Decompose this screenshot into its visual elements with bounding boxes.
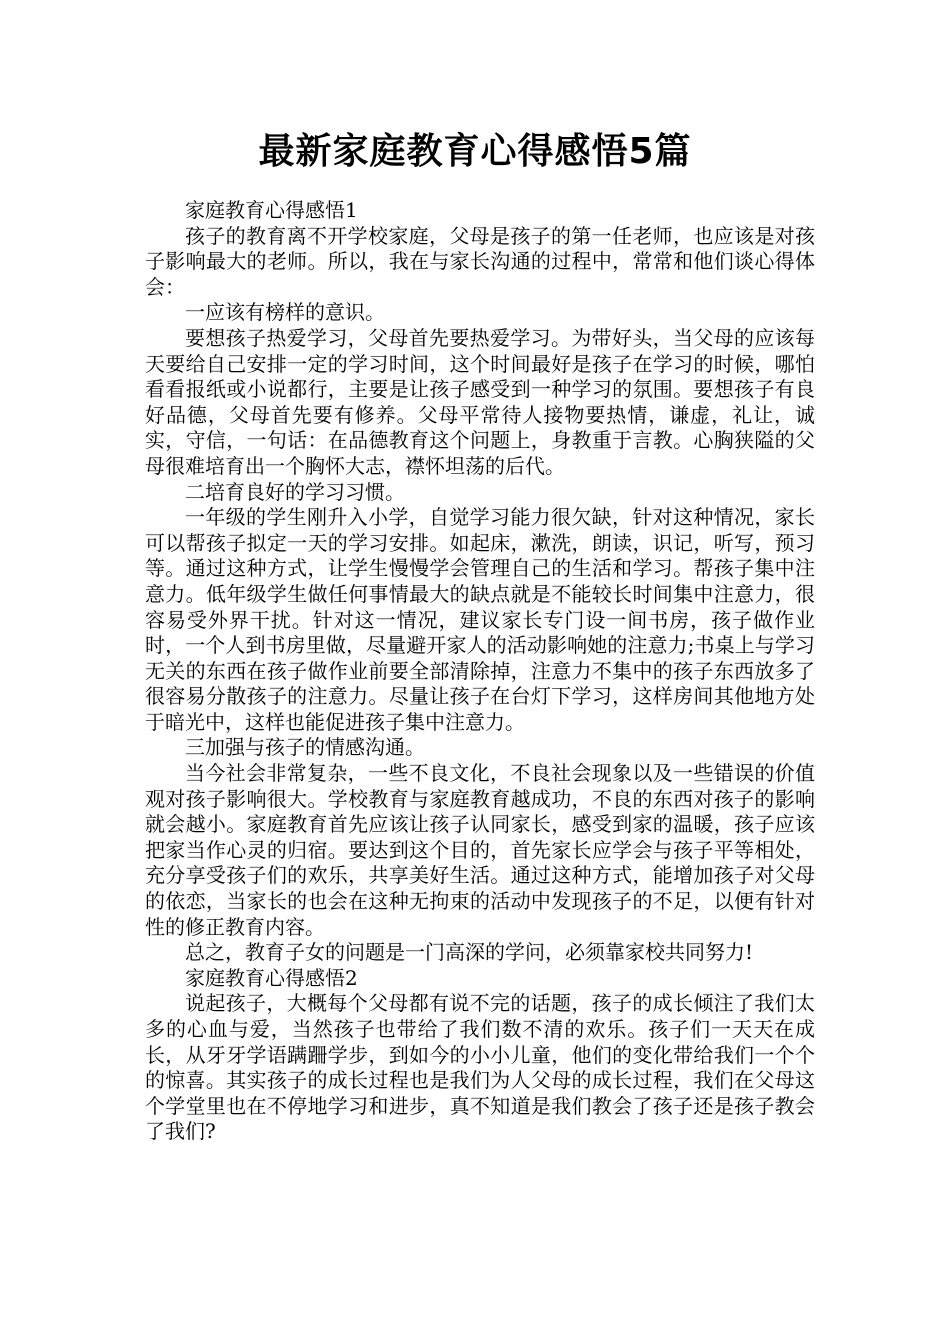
paragraph: 当今社会非常复杂，一些不良文化，不良社会现象以及一些错误的价值观对孩子影响很大。学校教育与家庭教育越成功，不良的东西对孩子的影响就会越小。家庭教育首先应该让孩子认同家长，感受到家的温暖，孩子应该把家当作心灵的归宿。要达到这个目的，首先家长应学会与孩子平等相处，充分享受孩子们的欢乐，共享美好生活。通过这种方式，能增加孩子对父母的依恋，当家长的也会在这种无拘束的活动中发现孩子的不足，以便有针对性的修正教育内容。	[145, 761, 815, 939]
paragraph: 说起孩子，大概每个父母都有说不完的话题，孩子的成长倾注了我们太多的心血与爱，当然孩子也带给了我们数不清的欢乐。孩子们一天天在成长，从牙牙学语蹒跚学步，到如今的小小儿童，他们的变化带给我们一个个的惊喜。其实孩子的成长过程也是我们为人父母的成长过程，我们在父母这个学堂里也在不停地学习和进步，真不知道是我们教会了孩子还是孩子教会了我们?	[145, 991, 815, 1144]
conclusion-paragraph: 总之，教育子女的问题是一门高深的学问，必须靠家校共同努力!	[185, 940, 754, 965]
paragraph: 要想孩子热爱学习，父母首先要热爱学习。为带好头，当父母的应该每天要给自己安排一定的学习时间，这个时间最好是孩子在学习的时候，哪怕看看报纸或小说都行，主要是让孩子感受到一种学习的氛围。要想孩子有良好品德，父母首先要有修养。父母平常待人接物要热情，谦虚，礼让，诚实，守信，一句话：在品德教育这个问题上，身教重于言教。心胸狭隘的父母很难培育出一个胸怀大志，襟怀坦荡的后代。	[145, 325, 815, 478]
document-body	[145, 198, 815, 1145]
point-heading-1: 一应该有榜样的意识。	[185, 300, 385, 325]
point-heading-3: 三加强与孩子的情感沟通。	[185, 735, 425, 760]
page-title: 最新家庭教育心得感悟5篇	[258, 131, 692, 172]
paragraph: 孩子的教育离不开学校家庭，父母是孩子的第一任老师，也应该是对孩子影响最大的老师。所以，我在与家长沟通的过程中，常常和他们谈心得体会：	[145, 223, 815, 299]
section-heading-2: 家庭教育心得感悟2	[185, 965, 358, 990]
section-heading-1: 家庭教育心得感悟1	[185, 198, 358, 222]
point-heading-2: 二培育良好的学习习惯。	[185, 479, 405, 504]
paragraph: 一年级的学生刚升入小学，自觉学习能力很欠缺，针对这种情况，家长可以帮孩子拟定一天的学习安排。如起床，漱洗，朗读，识记，听写，预习等。通过这种方式，让学生慢慢学会管理自己的生活和学习。帮孩子集中注意力。低年级学生做任何事情最大的缺点就是不能较长时间集中注意力，很容易受外界干扰。针对这一情况，建议家长专门设一间书房，孩子做作业时，一个人到书房里做，尽量避开家人的活动影响她的注意力;书桌上与学习无关的东西在孩子做作业前要全部清除掉，注意力不集中的孩子东西放多了很容易分散孩子的注意力。尽量让孩子在台灯下学习，这样房间其他地方处于暗光中，这样也能促进孩子集中注意力。	[145, 505, 815, 734]
